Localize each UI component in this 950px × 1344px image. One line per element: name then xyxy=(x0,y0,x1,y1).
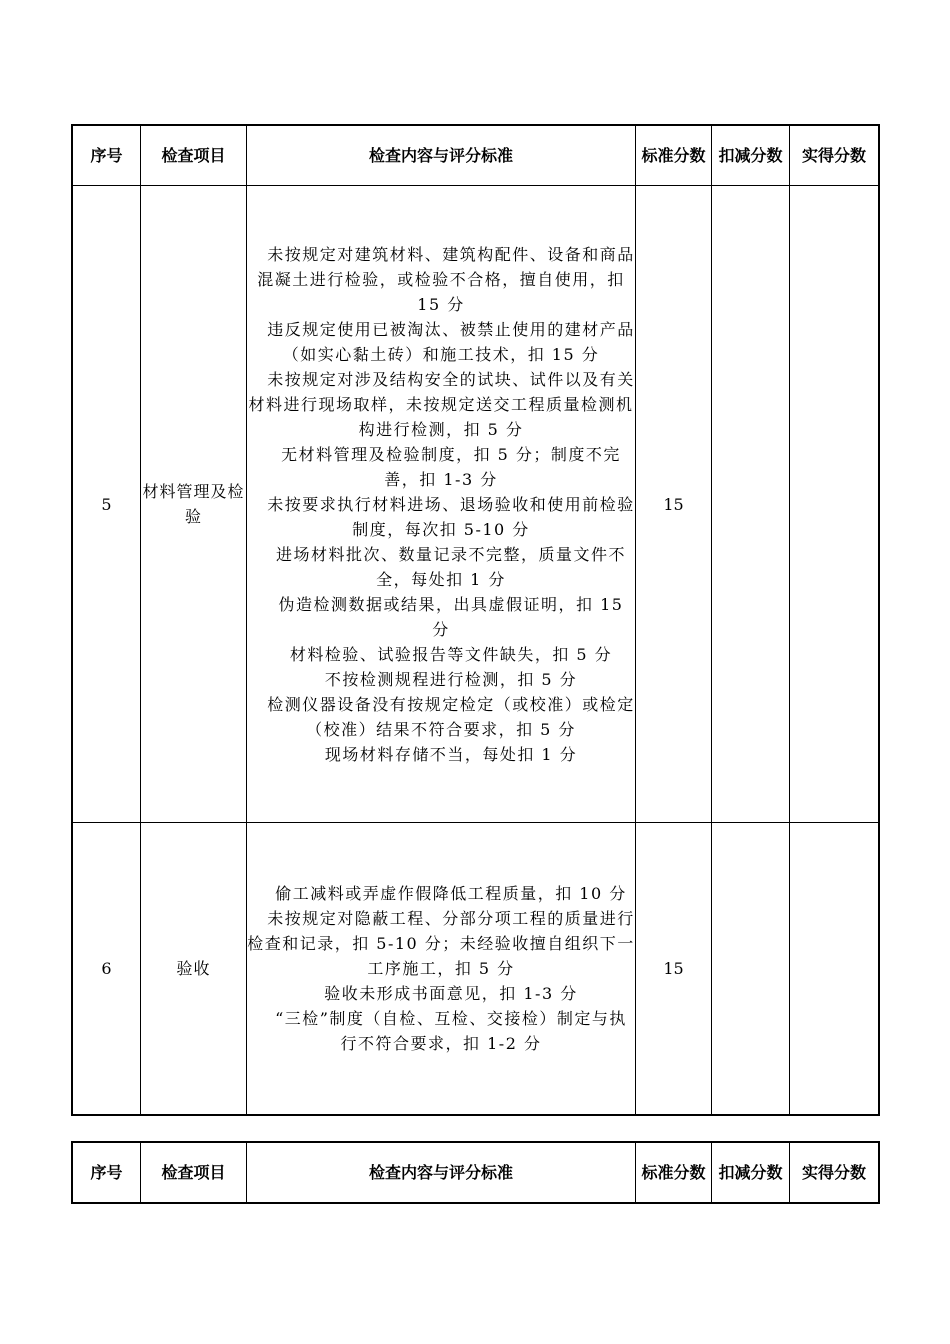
row-deduct-score xyxy=(712,186,790,823)
criterion: 违反规定使用已被淘汰、被禁止使用的建材产品（如实心黏土砖）和施工技术，扣 15 分 xyxy=(267,319,635,364)
row-criteria xyxy=(247,823,636,1115)
row-standard-score: 15 xyxy=(636,186,712,823)
row-criteria xyxy=(247,186,636,823)
row-no: 6 xyxy=(73,823,141,1115)
header-deduct: 扣减分数 xyxy=(712,126,790,186)
header-deduct: 扣减分数 xyxy=(712,1143,790,1203)
criterion: 材料检验、试验报告等文件缺失，扣 5 分 xyxy=(289,644,613,664)
score-table xyxy=(72,125,879,1115)
criterion: 验收未形成书面意见，扣 1-3 分 xyxy=(324,984,578,1003)
header-item: 检查项目 xyxy=(141,126,247,186)
header-content: 检查内容与评分标准 xyxy=(247,126,636,186)
table-row xyxy=(73,186,879,823)
row-standard-score: 15 xyxy=(636,823,712,1115)
criterion: 不按检测规程进行检测，扣 5 分 xyxy=(324,669,578,689)
header-actual: 实得分数 xyxy=(790,1143,879,1203)
criterion: 未按规定对涉及结构安全的试块、试件以及有关材料进行现场取样，未按规定送交工程质量检测机构进行检测，扣 5 分 xyxy=(248,369,635,439)
criterion: 伪造检测数据或结果，出具虚假证明，扣 15 分 xyxy=(278,594,624,639)
criterion: 检测仪器设备没有按规定检定（或校准）或检定（校准）结果不符合要求，扣 5 分 xyxy=(267,694,635,739)
criterion: 未按规定对隐蔽工程、分部分项工程的质量进行检查和记录，扣 5-10 分；未经验收擅自组织下一工序施工，扣 5 分 xyxy=(247,909,635,978)
header-actual: 实得分数 xyxy=(790,126,879,186)
row-no: 5 xyxy=(73,186,141,823)
header-standard: 标准分数 xyxy=(636,1143,712,1203)
criterion: 未按规定对建筑材料、建筑构配件、设备和商品混凝土进行检验，或检验不合格，擅自使用，扣 15 分 xyxy=(257,244,635,314)
criterion: 进场材料批次、数量记录不完整，质量文件不全，每处扣 1 分 xyxy=(275,544,626,589)
header-no: 序号 xyxy=(73,1143,141,1203)
row-deduct-score xyxy=(712,823,790,1115)
criterion: 未按要求执行材料进场、退场验收和使用前检验制度，每次扣 5-10 分 xyxy=(267,494,635,539)
row-item: 验收 xyxy=(141,823,247,1115)
criterion: “三检”制度（自检、互检、交接检）制定与执行不符合要求，扣 1-2 分 xyxy=(275,1009,627,1053)
header-standard: 标准分数 xyxy=(636,126,712,186)
criterion: 无材料管理及检验制度，扣 5 分；制度不完善，扣 1-3 分 xyxy=(281,444,621,489)
row-actual-score xyxy=(790,823,879,1115)
table-header-row xyxy=(73,126,879,186)
header-content: 检查内容与评分标准 xyxy=(247,1143,636,1203)
table-row xyxy=(73,823,879,1115)
score-table-continued xyxy=(72,1142,879,1203)
criterion: 现场材料存储不当，每处扣 1 分 xyxy=(324,744,578,764)
header-no: 序号 xyxy=(73,126,141,186)
row-item: 材料管理及检验 xyxy=(141,186,247,823)
criterion: 偷工减料或弄虚作假降低工程质量，扣 10 分 xyxy=(275,884,627,903)
table-header-row xyxy=(73,1143,879,1203)
row-actual-score xyxy=(790,186,879,823)
header-item: 检查项目 xyxy=(141,1143,247,1203)
